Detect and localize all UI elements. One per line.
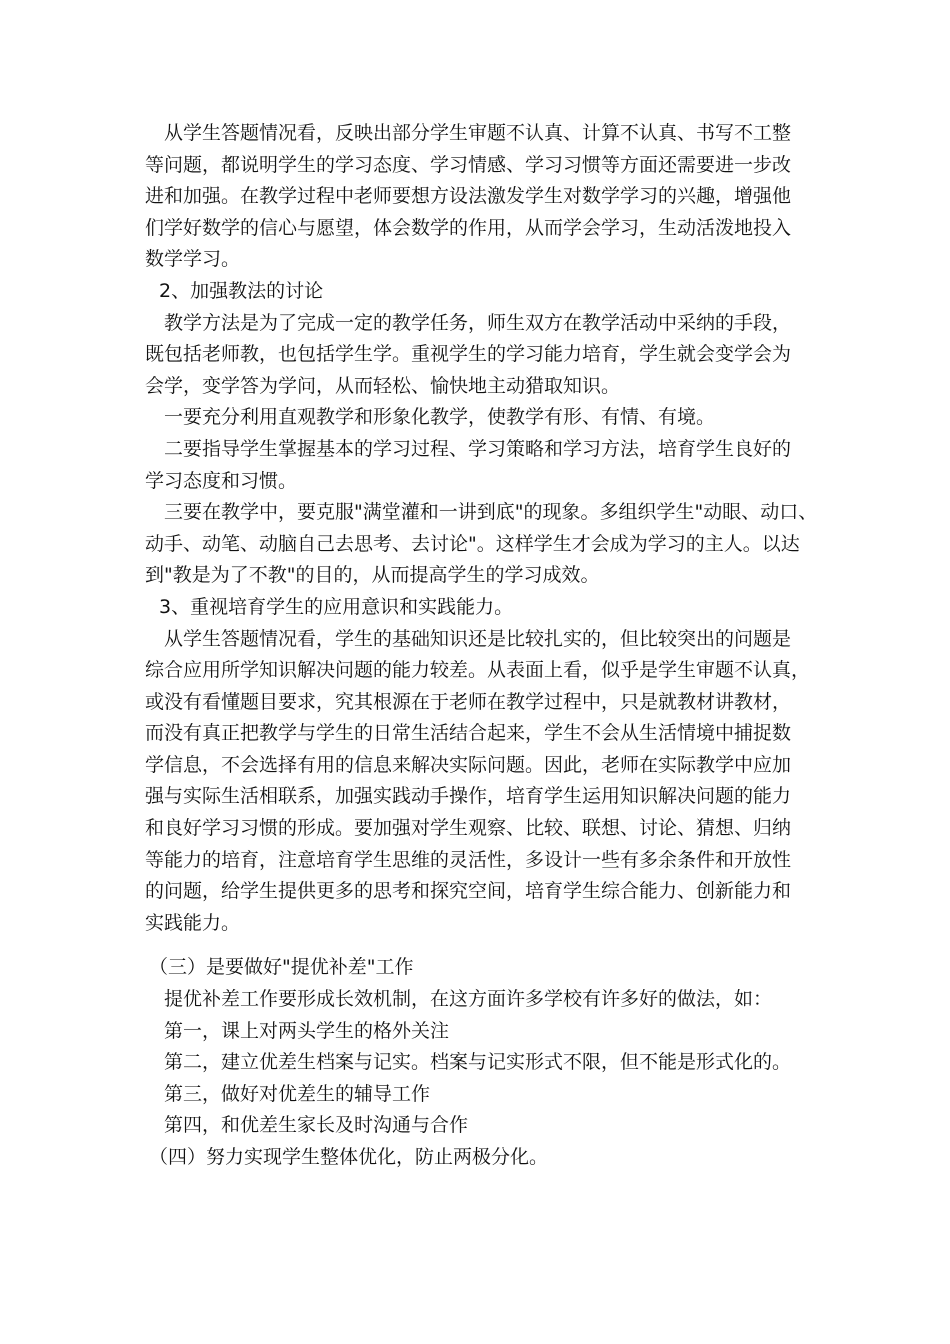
- text-line: 第一，课上对两头学生的格外关注: [164, 1019, 450, 1042]
- paragraph-application-ability: [145, 624, 835, 940]
- paragraph-first-requirement: [145, 402, 835, 434]
- text-line: 和良好学习习惯的形成。要加强对学生观察、比较、联想、讨论、猜想、归纳: [145, 817, 792, 840]
- text-line: 会学，变学答为学问，从而轻松、愉快地主动猎取知识。: [145, 374, 621, 397]
- paragraph-teaching-methods: [145, 308, 835, 403]
- text-line: 动手、动笔、动脑自己去思考、去讨论"。这样学生才会成为学习的主人。以达: [145, 532, 800, 555]
- text-line: 的问题，给学生提供更多的思考和探究空间，培育学生综合能力、创新能力和: [145, 880, 792, 903]
- text-line: 综合应用所学知识解决问题的能力较差。从表面上看，似乎是学生审题不认真，: [145, 659, 811, 682]
- text-line: 等问题，都说明学生的学习态度、学习情感、学习习惯等方面还需要进一步改: [145, 153, 792, 176]
- text-line: 而没有真正把教学与学生的日常生活结合起来，学生不会从生活情境中捕捉数: [145, 722, 792, 745]
- text-line: 提优补差工作要形成长效机制，在这方面许多学校有许多好的做法，如：: [164, 988, 773, 1011]
- paragraph-student-answers: [145, 118, 835, 276]
- text-line: 学习态度和习惯。: [145, 469, 298, 492]
- text-line: 进和加强。在教学过程中老师要想方设法激发学生对数学学习的兴趣，增强他: [145, 185, 792, 208]
- text-line: 从学生答题情况看，学生的基础知识还是比较扎实的，但比较突出的问题是: [164, 627, 792, 650]
- text-line: 等能力的培育，注意培育学生思维的灵活性，多设计一些有多余条件和开放性: [145, 848, 792, 871]
- list-item-second: [145, 1047, 835, 1079]
- text-line: 实践能力。: [145, 911, 241, 934]
- text-line: 一要充分利用直观教学和形象化教学，使教学有形、有情、有境。: [164, 406, 716, 429]
- section-heading-improve-weak: [145, 952, 835, 984]
- section-heading-application: [145, 592, 835, 624]
- list-item-first: [145, 1016, 835, 1048]
- section-heading-overall-optimization: [145, 1142, 835, 1174]
- list-item-third: [145, 1079, 835, 1111]
- text-line: 既包括老师教，也包括学生学。重视学生的学习能力培育，学生就会变学会为: [145, 343, 792, 366]
- text-line: 或没有看懂题目要求，究其根源在于老师在教学过程中，只是就教材讲教材，: [145, 690, 792, 713]
- text-line: 第二，建立优差生档案与记实。档案与记实形式不限，但不能是形式化的。: [164, 1051, 792, 1074]
- text-line: 数学学习。: [145, 248, 241, 271]
- paragraph-third-requirement: [145, 497, 835, 592]
- heading-text: 3、重视培育学生的应用意识和实践能力。: [159, 595, 514, 618]
- text-line: 强与实际生活相联系，加强实践动手操作，培育学生运用知识解决问题的能力: [145, 785, 792, 808]
- heading-text: 2、加强教法的讨论: [159, 279, 324, 302]
- text-line: 从学生答题情况看，反映出部分学生审题不认真、计算不认真、书写不工整: [164, 122, 792, 144]
- text-line: 二要指导学生掌握基本的学习过程、学习策略和学习方法，培育学生良好的: [164, 437, 792, 460]
- text-line: 到"教是为了不教"的目的，从而提高学生的学习成效。: [145, 564, 600, 587]
- paragraph-second-requirement: [145, 434, 835, 497]
- text-line: 学信息，不会选择有用的信息来解决实际问题。因此，老师在实际教学中应加: [145, 753, 792, 776]
- paragraph-long-term-mechanism: [145, 984, 835, 1016]
- section-heading-teaching-methods: [145, 276, 835, 308]
- paragraph-gap: [145, 939, 835, 952]
- heading-text: （三）是要做好"提优补差"工作: [149, 956, 414, 979]
- list-item-fourth: [145, 1110, 835, 1142]
- text-line: 第四，和优差生家长及时沟通与合作: [164, 1114, 469, 1137]
- text-line: 第三，做好对优差生的辅导工作: [164, 1082, 431, 1105]
- text-line: 教学方法是为了完成一定的教学任务，师生双方在教学活动中采纳的手段，: [164, 311, 792, 334]
- heading-text: （四）努力实现学生整体优化，防止两极分化。: [149, 1146, 549, 1168]
- text-line: 们学好数学的信心与愿望，体会数学的作用，从而学会学习，生动活泼地投入: [145, 216, 792, 239]
- document-body: [145, 118, 835, 1174]
- text-line: 三要在教学中，要克服"满堂灌和一讲到底"的现象。多组织学生"动眼、动口、: [164, 501, 818, 524]
